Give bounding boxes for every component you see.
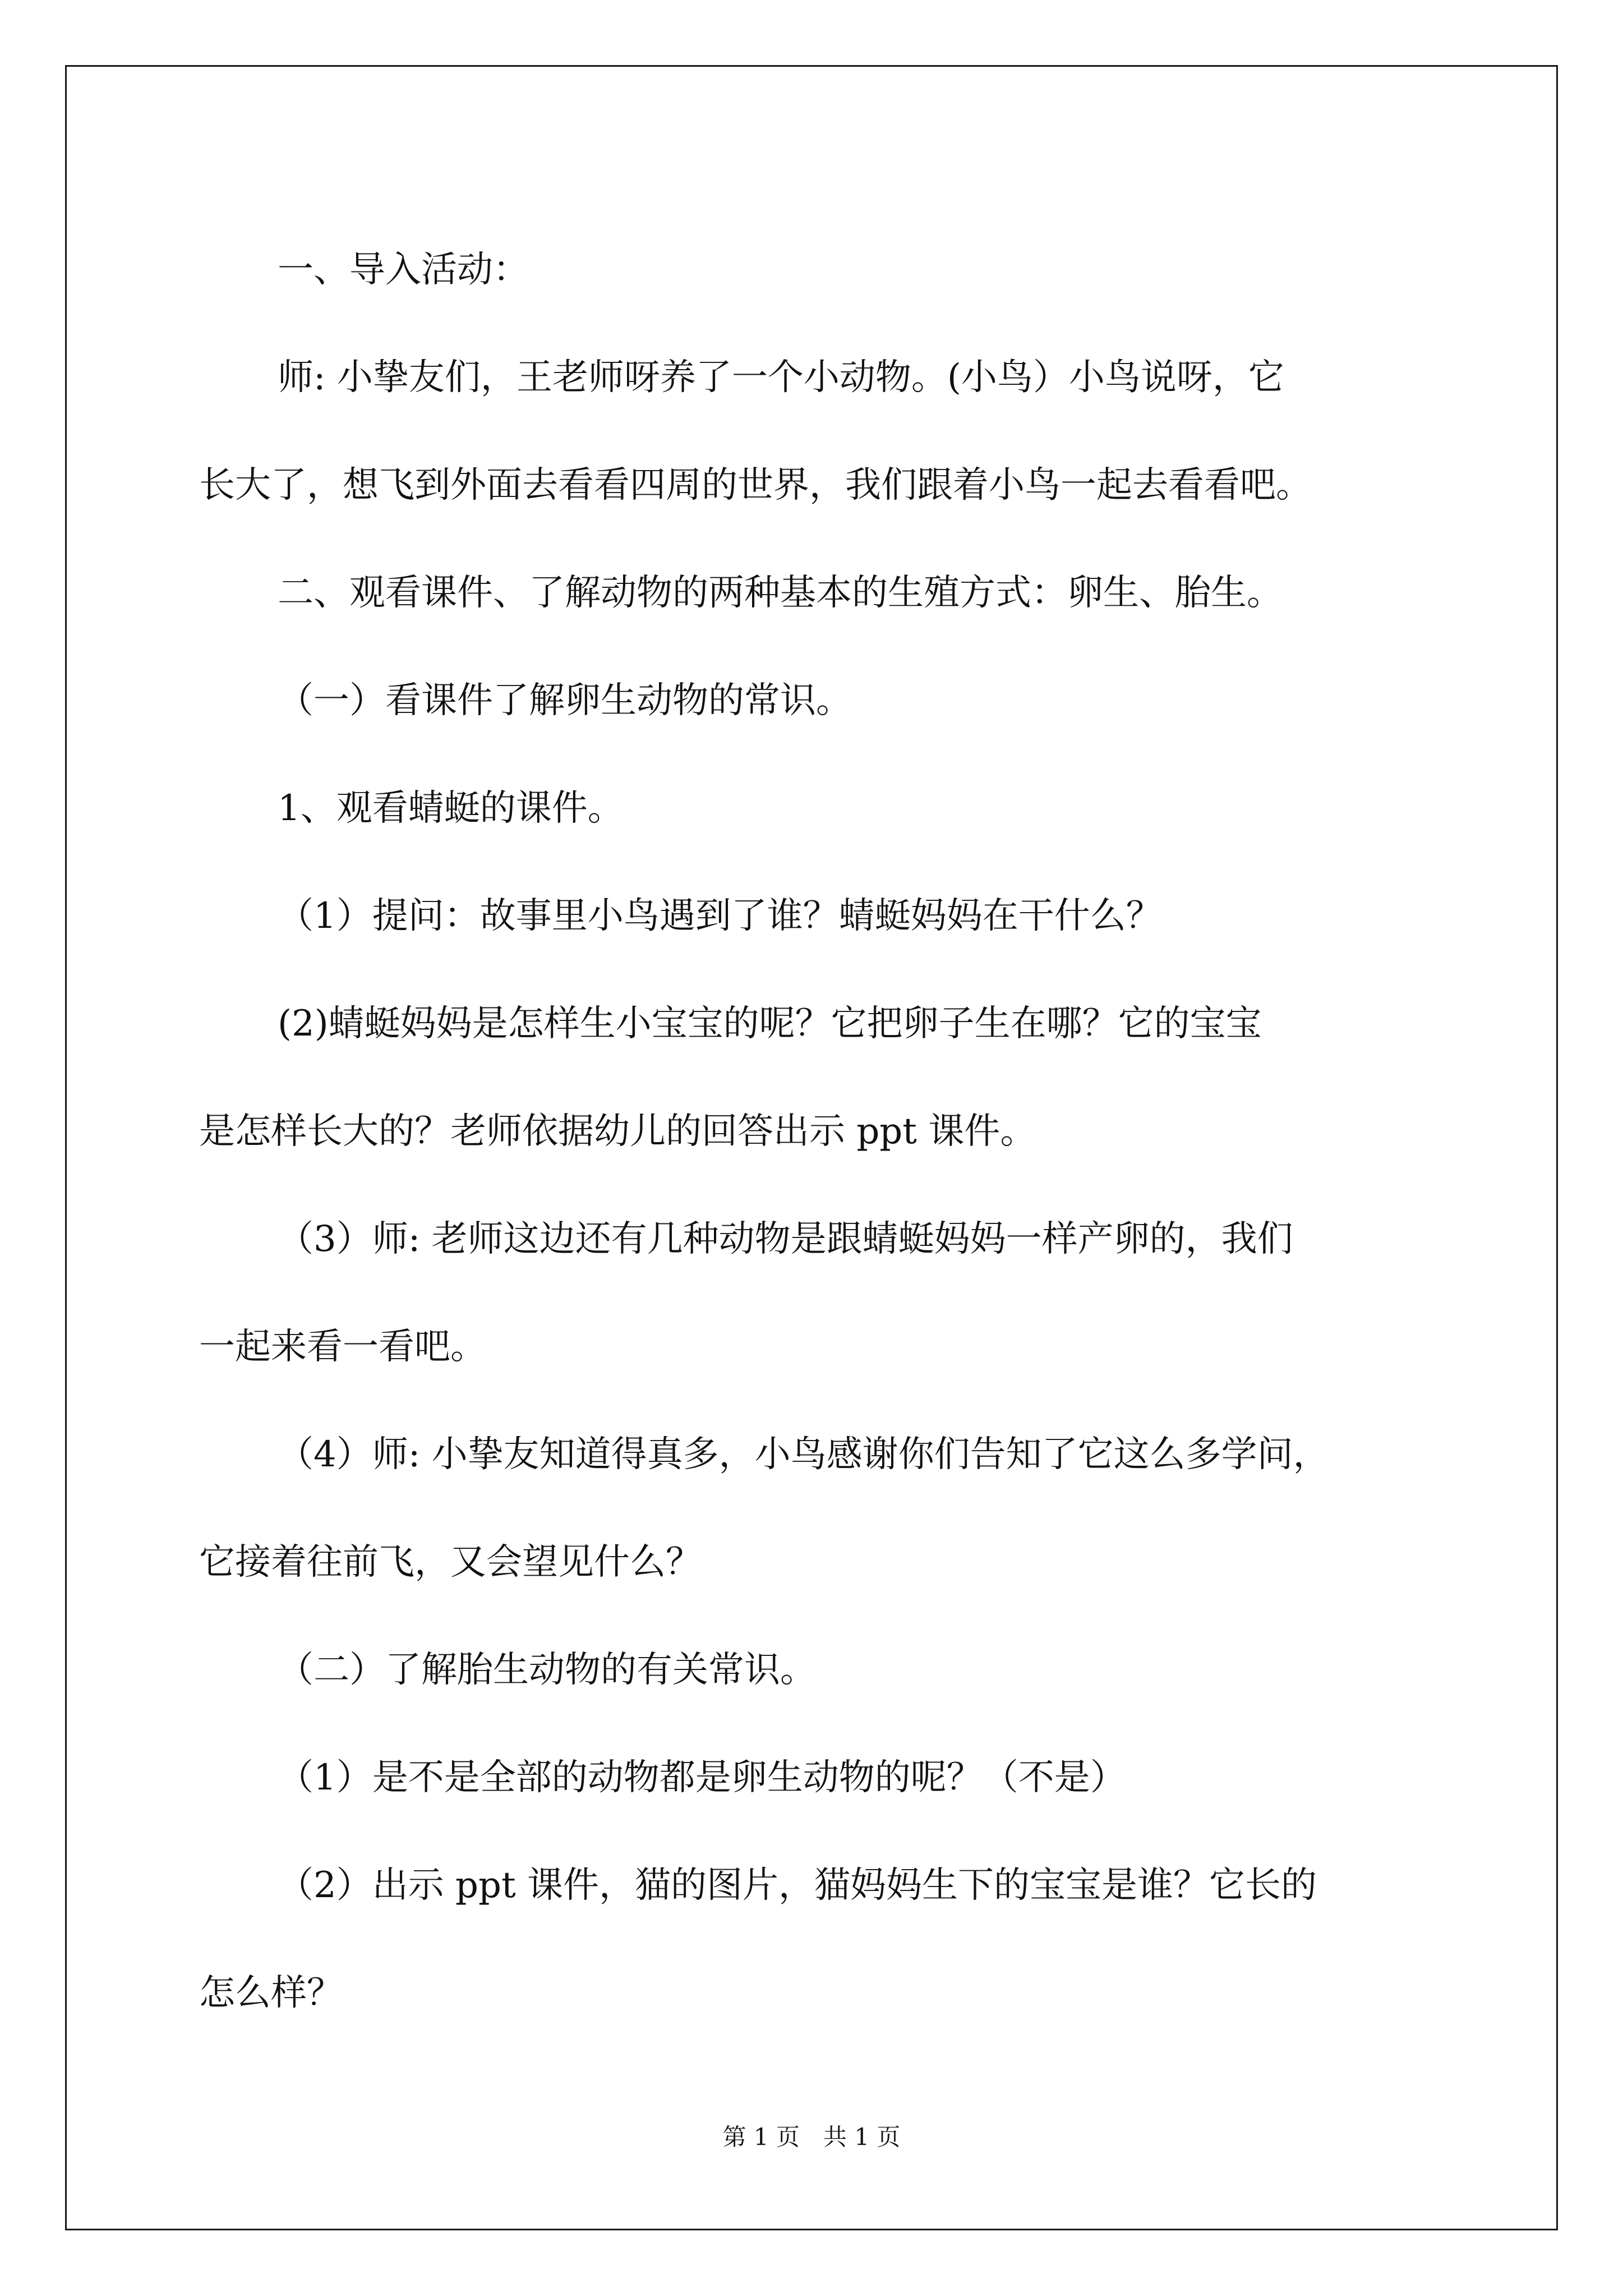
paragraph-line: 是怎样长大的？老师依据幼儿的回答出示 ppt 课件。 bbox=[199, 1111, 1036, 1152]
paragraph-line: 怎么样？ bbox=[199, 1972, 343, 2014]
paragraph-line: 1、观看蜻蜓的课件。 bbox=[278, 788, 624, 829]
paragraph-line: 一起来看一看吧。 bbox=[199, 1326, 486, 1368]
paragraph-line: 师: 小挚友们，王老师呀养了一个小动物。(小鸟）小鸟说呀，它 bbox=[278, 357, 1284, 398]
paragraph-line: （4）师: 小挚友知道得真多，小鸟感谢你们告知了它这么多学问， bbox=[278, 1434, 1329, 1475]
paragraph-line: 它接着往前飞，又会望见什么？ bbox=[199, 1542, 702, 1583]
paragraph-line: 二、观看课件、了解动物的两种基本的生殖方式：卵生、胎生。 bbox=[278, 572, 1283, 614]
paragraph-line: （1）是不是全部的动物都是卵生动物的呢？（不是） bbox=[278, 1757, 1126, 1798]
page-number-footer: 第 1 页 共 1 页 bbox=[722, 2123, 901, 2151]
paragraph-line: （二）了解胎生动物的有关常识。 bbox=[278, 1649, 816, 1691]
paragraph-line: （一）看课件了解卵生动物的常识。 bbox=[278, 680, 852, 721]
document-body bbox=[199, 216, 1433, 2047]
paragraph-line: （1）提问：故事里小鸟遇到了谁？蜻蜓妈妈在干什么？ bbox=[278, 895, 1162, 937]
paragraph-line: （2）出示 ppt 课件，猫的图片，猫妈妈生下的宝宝是谁？它长的 bbox=[278, 1865, 1317, 1906]
paragraph-line: 长大了，想飞到外面去看看四周的世界，我们跟着小鸟一起去看看吧。 bbox=[199, 464, 1312, 506]
paragraph-line: 一、导入活动： bbox=[278, 249, 529, 291]
paragraph-line: （3）师: 老师这边还有几种动物是跟蜻蜓妈妈一样产卵的，我们 bbox=[278, 1218, 1293, 1260]
paragraph-line: (2)蜻蜓妈妈是怎样生小宝宝的呢？它把卵子生在哪？它的宝宝 bbox=[278, 1003, 1262, 1045]
